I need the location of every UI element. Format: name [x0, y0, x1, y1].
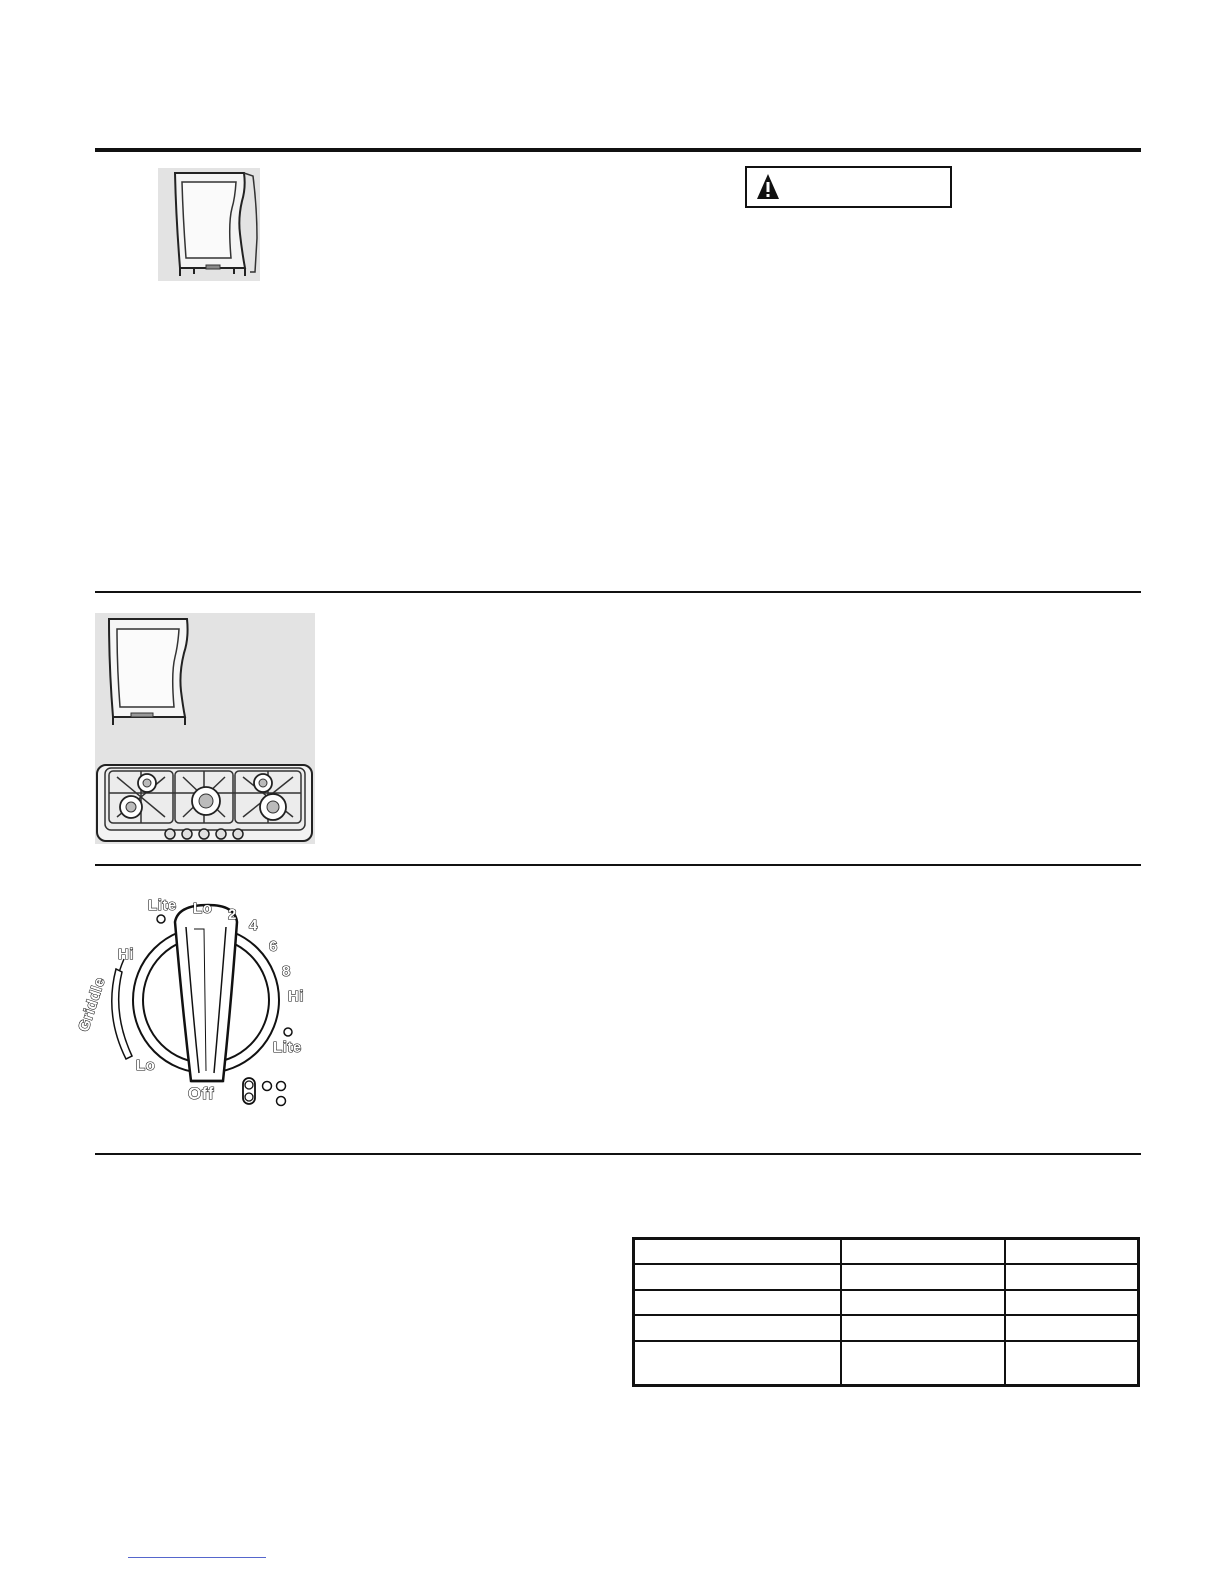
- warning-box: [745, 166, 952, 208]
- table-cell: [841, 1239, 1005, 1265]
- griddle-cooktop-illustration: [95, 613, 315, 844]
- control-knob-diagram: [75, 885, 318, 1120]
- dial-label-griddle-lo: Lo: [136, 1057, 156, 1074]
- dial-label-2: 2: [228, 906, 237, 923]
- section-divider-2: [95, 864, 1141, 866]
- dial-label-lite-top: Lite: [148, 897, 177, 914]
- table-cell: [841, 1264, 1005, 1290]
- table-cell: [1005, 1341, 1139, 1385]
- table-cell: [1005, 1315, 1139, 1341]
- table-cell: [1005, 1264, 1139, 1290]
- footer-link[interactable]: [128, 1557, 266, 1558]
- table-row: [634, 1341, 1139, 1385]
- dial-label-4: 4: [249, 917, 258, 934]
- table-row: [634, 1264, 1139, 1290]
- griddle-illustration: [158, 168, 260, 281]
- header-rule: [95, 148, 1141, 152]
- table-cell: [841, 1315, 1005, 1341]
- table-cell: [1005, 1239, 1139, 1265]
- section-divider-1: [95, 591, 1141, 593]
- dial-label-off: Off: [188, 1084, 215, 1103]
- table-cell: [841, 1341, 1005, 1385]
- griddle-settings-table: [632, 1237, 1140, 1387]
- table-row: [634, 1290, 1139, 1316]
- table-cell: [634, 1290, 841, 1316]
- table-cell: [634, 1264, 841, 1290]
- table-row: [634, 1239, 1139, 1265]
- section-divider-3: [95, 1153, 1141, 1155]
- dial-label-griddle: Griddle: [75, 975, 109, 1034]
- table-row: [634, 1315, 1139, 1341]
- dial-label-8: 8: [282, 963, 291, 980]
- table-cell: [634, 1315, 841, 1341]
- table-cell: [634, 1341, 841, 1385]
- dial-label-lite-right: Lite: [273, 1039, 302, 1056]
- table-cell: [634, 1239, 841, 1265]
- warning-triangle-icon: [756, 173, 780, 200]
- table-cell: [1005, 1290, 1139, 1316]
- dial-label-lo: Lo: [193, 900, 213, 917]
- dial-label-6: 6: [269, 938, 278, 955]
- table-cell: [841, 1290, 1005, 1316]
- dial-label-hi: Hi: [288, 988, 304, 1005]
- dial-label-griddle-hi: Hi: [118, 946, 134, 963]
